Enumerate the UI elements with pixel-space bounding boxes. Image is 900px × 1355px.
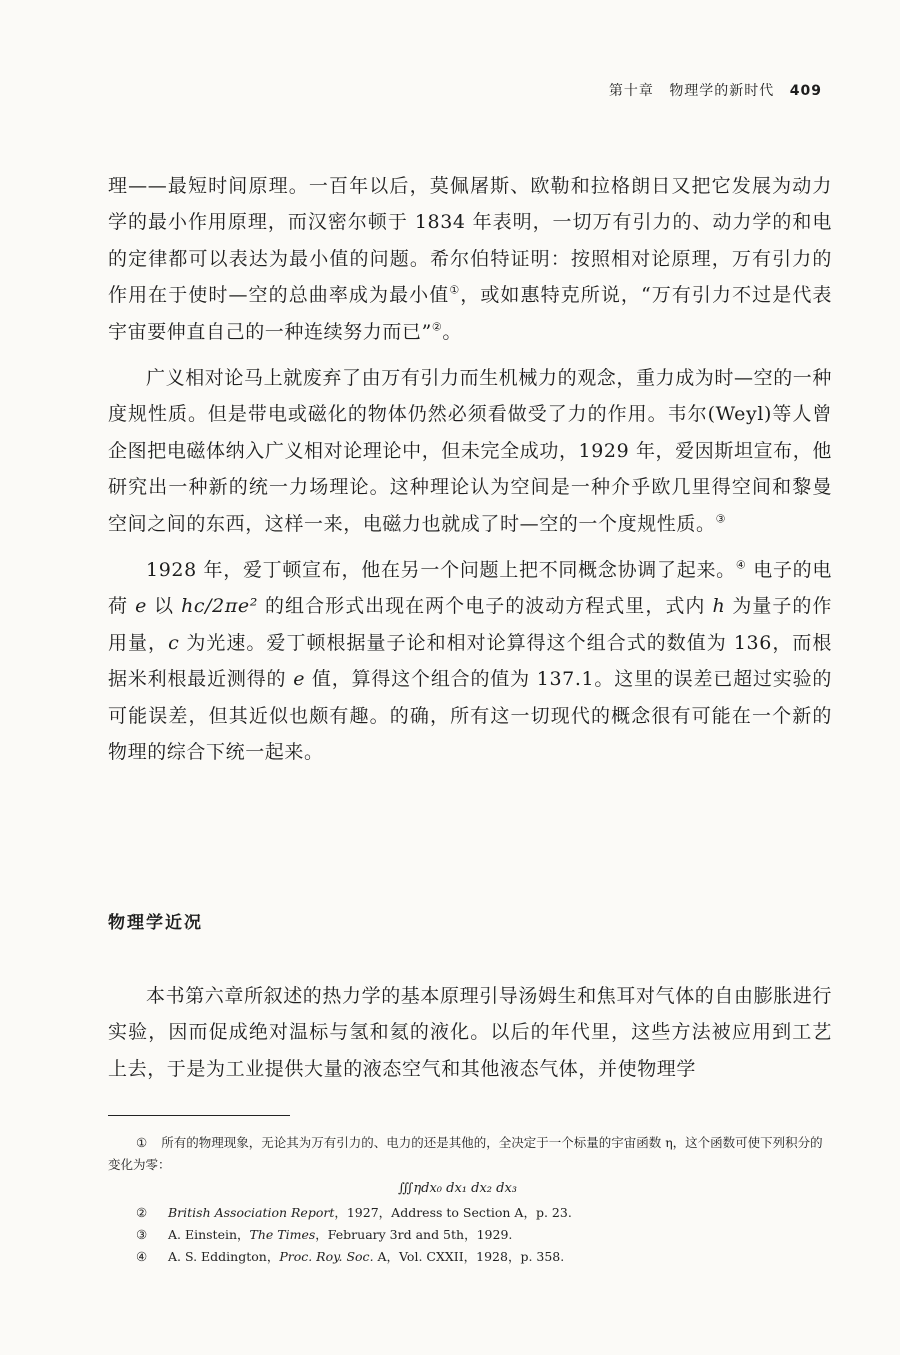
integral-formula: ∭ηdx₀ dx₁ dx₂ dx₃ (398, 1181, 518, 1196)
footnote-1 (108, 1132, 832, 1176)
paragraph-3-text-d: 的组合形式出现在两个电子的波动方程式里，式内 (257, 595, 713, 618)
paragraph-3-text-a: 1928 年，爱丁顿宣布，他在另一个问题上把不同概念协调了起来。 (146, 559, 736, 582)
footnote-divider (108, 1115, 290, 1116)
footnote-2-text: ，1927，Address to Section A，p. 23. (334, 1205, 572, 1220)
paragraph-1-text-c: 。 (442, 320, 462, 343)
footnote-2-mark: ② (136, 1205, 148, 1220)
paragraph-2 (108, 360, 832, 542)
symbol-h: h (712, 595, 726, 618)
section-text (108, 978, 832, 1087)
footnote-1-mark: ① (136, 1135, 148, 1150)
paragraph-1-text-a: 理——最短时间原理。一百年以后，莫佩屠斯、欧勒和拉格朗日又把它发展为动力学的最小作用原理，而汉密尔顿于 1834 年表明，一切万有引力的、动力学的和电的定律都可以表达为最小值的问题。希尔伯特证明：按照相对论原理，万有引力的作用在于使时—空的总曲率成为最小值 (108, 175, 832, 307)
footnote-3-mark: ③ (136, 1227, 148, 1242)
footnote-1-text: 所有的物理现象，无论其为万有引力的、电力的还是其他的，全决定于一个标量的宇宙函数 η，这个函数可使下列积分的变化为零： (108, 1135, 823, 1172)
footnote-2-title: British Association Report (168, 1205, 335, 1220)
symbol-e: e (135, 595, 147, 618)
paragraph-1-text-b: ，或如惠特克所说，“万有引力不过是代表宇宙要伸直自己的一种连续努力而已” (108, 284, 832, 343)
footnote-3 (108, 1224, 832, 1246)
symbol-c: c (168, 631, 180, 654)
paragraph-3 (108, 552, 832, 770)
chapter-label: 第十章 (608, 83, 654, 99)
paragraph-3-text-f: 为光速。爱丁顿根据量子论和相对论算得这个组合式的数值为 136，而根据米利根最近测得的 (108, 631, 832, 691)
footnote-ref-3: ③ (715, 512, 727, 526)
paragraph-2-text: 广义相对论马上就废弃了由万有引力而生机械力的观念，重力成为时—空的一种度规性质。但是带电或磁化的物体仍然必须看做受了力的作用。韦尔(Weyl)等人曾企图把电磁体纳入广义相对论理论中，但未完全成功，1929 年，爱因斯坦宣布，他研究出一种新的统一力场理论。这种理论认为空间是一种介乎欧几里得空间和黎曼空间之间的东西，这样一来，电磁力也就成了时—空的一个度规性质。 (108, 367, 833, 535)
section-heading: 物理学近况 (108, 913, 203, 933)
main-text (108, 168, 832, 781)
section-paragraph: 本书第六章所叙述的热力学的基本原理引导汤姆生和焦耳对气体的自由膨胀进行实验，因而促成绝对温标与氢和氦的液化。以后的年代里，这些方法被应用到工艺上去，于是为工业提供大量的液态空气和其他液态气体，并使物理学 (108, 985, 833, 1080)
footnote-ref-4: ④ (735, 558, 747, 572)
footnote-ref-2: ② (431, 320, 443, 334)
footnote-3-title: The Times (249, 1227, 316, 1242)
chapter-title: 物理学的新时代 (669, 83, 775, 99)
footnote-4-text: A，Vol. CXXII，1928，p. 358. (373, 1249, 565, 1264)
paragraph-1 (108, 168, 832, 350)
paragraph-3-text-g: 值，算得这个组合的值为 137.1。这里的误差已超过实验的可能误差，但其近似也颇有趣。的确，所有这一切现代的概念很有可能在一个新的物理的综合下统一起来。 (108, 668, 832, 764)
running-header (599, 80, 822, 100)
paragraph-3-text-b: 电子的电荷 (108, 559, 832, 618)
paragraph-3-text-e: 为量子的作用量， (108, 595, 832, 654)
footnotes (108, 1132, 832, 1268)
formula-inline: hc/2πe² (181, 595, 258, 618)
footnote-2 (108, 1202, 832, 1224)
footnote-4-title: Proc. Roy. Soc. (279, 1249, 374, 1264)
footnote-4-author: A. S. Eddington， (168, 1249, 280, 1264)
page-number: 409 (789, 83, 822, 99)
footnote-4-mark: ④ (136, 1249, 148, 1264)
footnote-4 (108, 1246, 832, 1268)
paragraph-3-text-c: 以 (146, 595, 182, 618)
symbol-e-2: e (293, 668, 306, 691)
footnote-3-author: A. Einstein， (168, 1227, 250, 1242)
footnote-3-text: ，February 3rd and 5th，1929. (315, 1227, 513, 1242)
footnote-list (108, 1202, 832, 1268)
footnote-ref-1: ① (449, 283, 461, 297)
